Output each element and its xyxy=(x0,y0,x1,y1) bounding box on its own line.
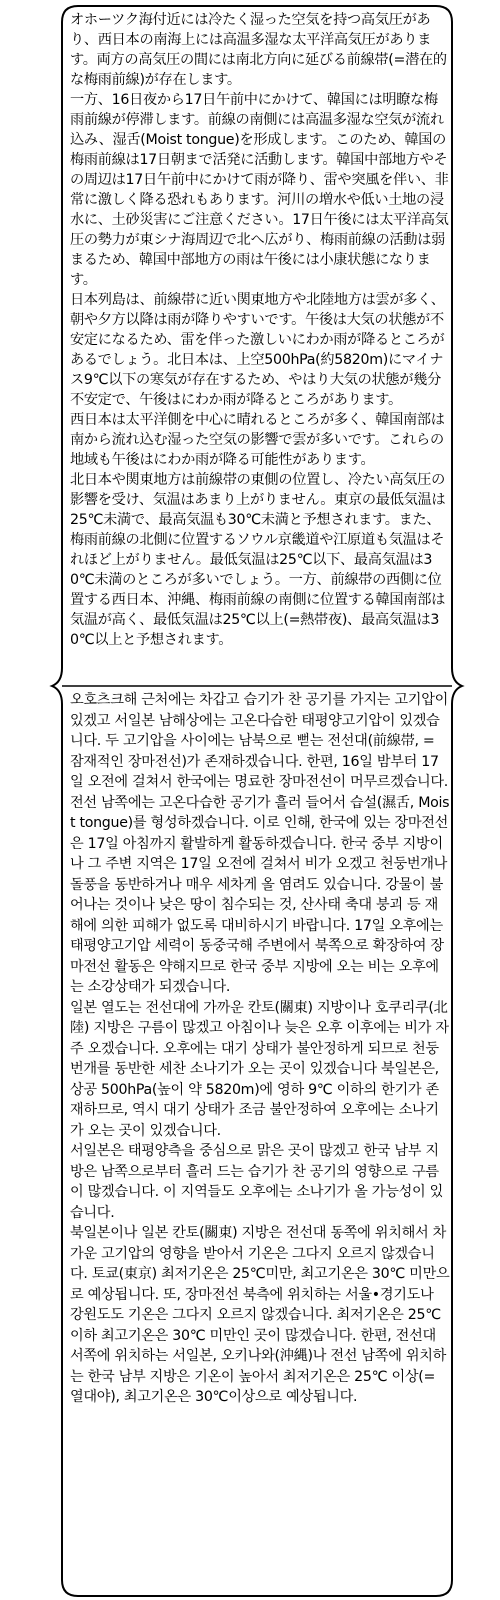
japanese-paragraph-3: 日本列島は、前線帯に近い関東地方や北陸地方は雲が多く、朝や夕方以降は雨が降りやすいです。午後は大気の状態が不安定になるため、雷を伴った激しいにわか雨が降るところがあるでしょう。北日本は、上空500hPa(約5820m)にマイナス9℃以下の寒気が存在するため、やはり大気の状態が幾分不安定で、午後はにわか雨が降るところがあります。 xyxy=(70,292,445,408)
korean-forecast-section xyxy=(70,690,450,1590)
japanese-paragraph-2: 一方、16日夜から17日午前中にかけて、韓国には明瞭な梅雨前線が停滞します。前線の南側には高温多湿な空気が流れ込み、湿舌(Moist tongue)を形成します。このため、韓国の梅雨前線は17日朝まで活発に活動します。韓国中部地方やその周辺は17日午前中にかけて雨が降り、雷や突風を伴い、非常に激しく降る恐れもあります。河川の増水や低い土地の浸水に、土砂災害にご注意ください。17日午後には太平洋高気圧の勢力が東シナ海周辺で北へ広がり、梅雨前線の活動は弱まるため、韓国中部地方の雨は午後には小康状態になります。 xyxy=(70,92,449,288)
japanese-forecast-section xyxy=(70,10,450,682)
japanese-paragraph-4: 西日本は太平洋側を中心に晴れるところが多く、韓国南部は南から流れ込む湿った空気の影響で雲が多いです。これらの地域も午後はにわか雨が降る可能性があります。 xyxy=(70,412,445,468)
korean-paragraph-1: 오호츠크해 근처에는 차갑고 습기가 찬 공기를 가지는 고기압이 있겠고 서일본 남해상에는 고온다습한 태평양고기압이 있겠습니다. 두 고기압을 사이에는 남북으로 뻗는 전선대(前線帯, = 잠재적인 장마전선)가 존재하겠습니다. 한편, 16일 밤부터 17일 오전에 걸쳐서 한국에는 명료한 장마전선이 머무르겠습니다. 전선 남쪽에는 고온다습한 공기가 흘러 들어서 습설(濕舌, Moist tongue)를 형성하겠습니다. 이로 인해, 한국에 있는 장마전선은 17일 아침까지 활발하게 활동하겠습니다. 한국 중부 지방이나 그 주변 지역은 17일 오전에 걸쳐서 비가 오겠고 천둥번개나 돌풍을 동반하거나 매우 세차게 올 염려도 있습니다. 강물이 불어나는 것이나 낮은 땅이 침수되는 것, 산사태 축대 붕괴 등 재해에 의한 피해가 없도록 대비하시기 바랍니다. 17일 오후에는 태평양고기압 세력이 동중국해 주변에서 북쪽으로 확장하여 장마전선 활동은 약해지므로 한국 중부 지방에 오는 비는 오후에는 소강상태가 되겠습니다. xyxy=(70,692,450,995)
japanese-paragraph-1: オホーツク海付近には冷たく湿った空気を持つ高気圧があり、西日本の南海上には高温多湿な太平洋高気圧があります。両方の高気圧の間には南北方向に延びる前線帯(=潜在的な梅雨前線)が存在します。 xyxy=(70,12,447,88)
japanese-paragraph-5: 北日本や関東地方は前線帯の東側の位置し、冷たい高気圧の影響を受け、気温はあまり上がりません。東京の最低気温は25℃未満で、最高気温も30℃未満と予想されます。また、梅雨前線の北側に位置するソウル京畿道や江原道も気温はそれほど上がりません。最低気温は25℃以下、最高気温は30℃未満のところが多いでしょう。一方、前線帯の西側に位置する西日本、沖縄、梅雨前線の南側に位置する韓国南部は気温が高く、最低気温は25℃以上(=熱帯夜)、最高気温は30℃以上と予想されます。 xyxy=(70,472,446,648)
korean-paragraph-3: 서일본은 태평양측을 중심으로 맑은 곳이 많겠고 한국 남부 지방은 남쪽으로부터 흘러 드는 습기가 찬 공기의 영향으로 구름이 많겠습니다. 이 지역들도 오후에는 소나기가 올 가능성이 있습니다. xyxy=(70,1143,444,1221)
korean-paragraph-4: 북일본이나 일본 칸토(關東) 지방은 전선대 동쪽에 위치해서 차가운 고기압의 영향을 받아서 기온은 그다지 오르지 않겠습니다. 토쿄(東京) 최저기온은 25℃미만, 최고기온은 30℃ 미만으로 예상됩니다. 또, 장마전선 북측에 위치하는 서울•경기도나 강원도도 기온은 그다지 오르지 않겠습니다. 최저기온은 25℃이하 최고기온은 30℃ 미만인 곳이 많겠습니다. 한편, 전선대 서쪽에 위치하는 서일본, 오키나와(沖縄)나 전선 남쪽에 위치하는 한국 남부 지방은 기온이 높아서 최저기온은 25℃ 이상(= 열대야), 최고기온은 30℃이상으로 예상됩니다. xyxy=(70,1225,450,1405)
korean-paragraph-2: 일본 열도는 전선대에 가까운 칸토(關東) 지방이나 호쿠리쿠(北陸) 지방은 구름이 많겠고 아침이나 늦은 오후 이후에는 비가 자주 오겠습니다. 오후에는 대기 상태가 불안정하게 되므로 천둥번개를 동반한 세찬 소나기가 오는 곳이 있겠습니다 북일본은, 상공 500hPa(높이 약 5820m)에 영하 9℃ 이하의 한기가 존재하므로, 역시 대기 상태가 조금 불안정하여 오후에는 소나기가 오는 곳이 있겠습니다. xyxy=(70,999,449,1139)
